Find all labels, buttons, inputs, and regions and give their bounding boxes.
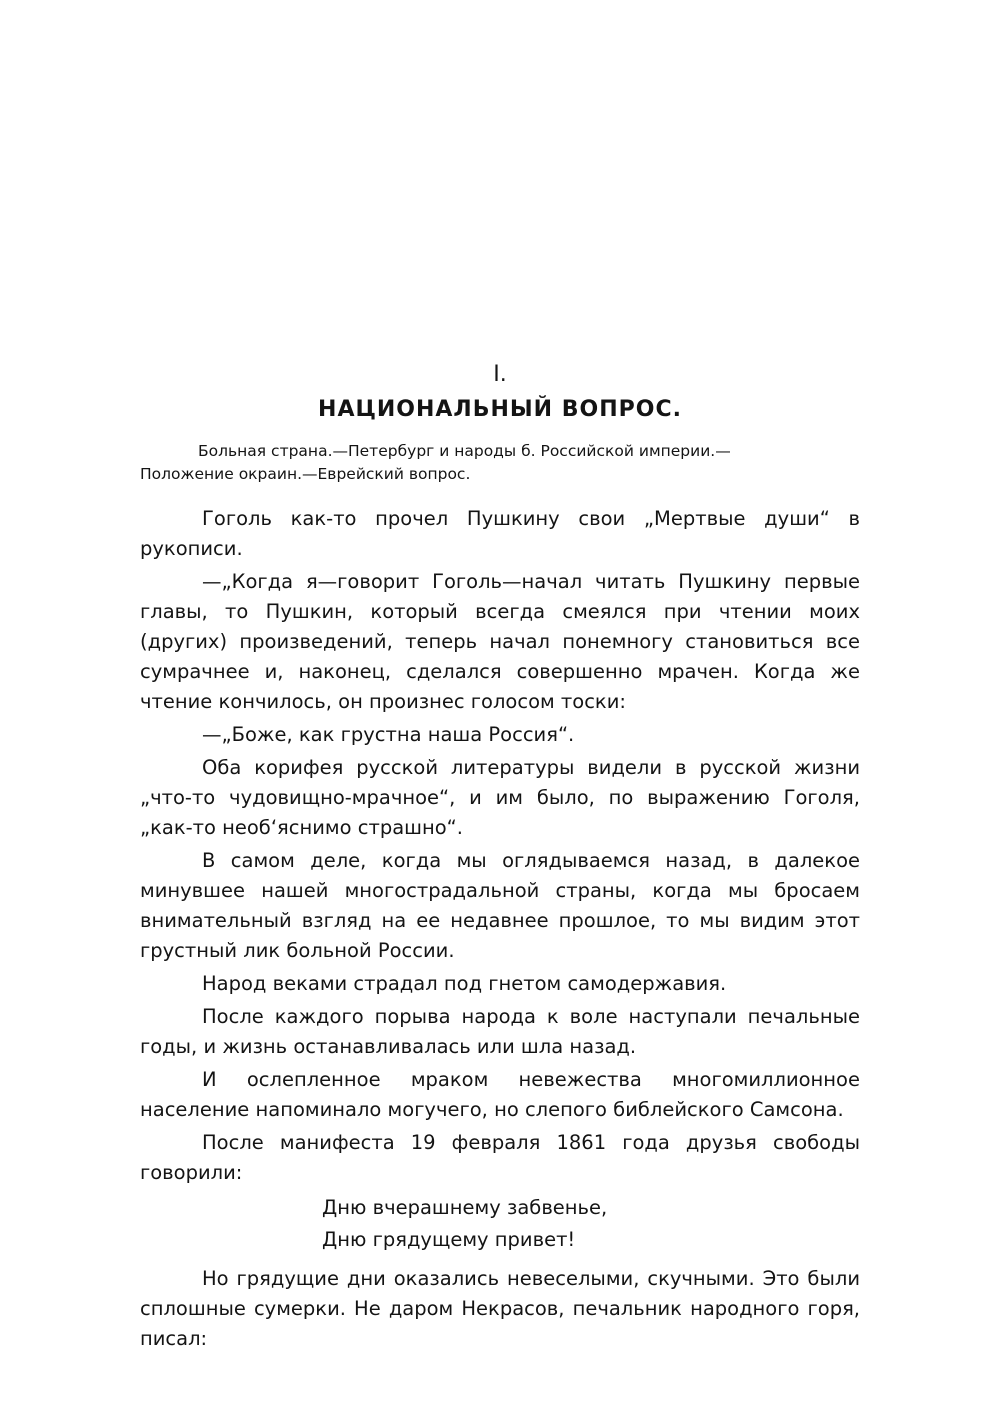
paragraph-7: После каждого порыва народа к воле наступали печальные годы, и жизнь останавливалась или шла назад. xyxy=(140,1005,860,1058)
paragraph-2: —„Когда я—говорит Гоголь—начал читать Пушкину первые главы, то Пушкин, который всегда смеялся при чтении моих (других) произведений, теперь начал понемногу становиться все сумрачнее и, наконец, сделался совершенно мрачен. Когда же чтение кончилось, он произнес голосом тоски: xyxy=(140,570,860,713)
paragraph-9: После манифеста 19 февраля 1861 года друзья свободы говорили: xyxy=(140,1131,860,1184)
chapter-title: НАЦИОНАЛЬНЫЙ ВОПРОС. xyxy=(318,397,682,422)
chapter-synopsis xyxy=(140,440,860,486)
synopsis-line-2: Положение окраин.—Еврейский вопрос. xyxy=(140,465,471,483)
paragraph-5: В самом деле, когда мы оглядываемся назад, в далекое минувшее нашей многострадальной страны, когда мы бросаем внимательный взгляд на ее недавнее прошлое, то мы видим этот грустный лик больной России. xyxy=(140,849,860,962)
body-text xyxy=(140,504,860,1354)
paragraph-1: Гоголь как-то прочел Пушкину свои „Мертвые души“ в рукописи. xyxy=(140,507,860,560)
paragraph-3: —„Боже, как грустна наша Россия“. xyxy=(202,723,575,746)
book-page xyxy=(140,360,860,1354)
chapter-number: I. xyxy=(493,362,507,387)
verse-quote xyxy=(140,1192,860,1256)
paragraph-4: Оба корифея русской литературы видели в русской жизни „что-то чудовищно-мрачное“, и им было, по выражению Гоголя, „как-то необ‘яснимо страшно“. xyxy=(140,756,860,839)
synopsis-line-1: Больная страна.—Петербург и народы б. Российской империи.— xyxy=(198,442,731,460)
verse-line-2: Дню грядущему привет! xyxy=(322,1228,576,1251)
paragraph-8: И ослепленное мраком невежества многомиллионное население напоминало могучего, но слепого библейского Самсона. xyxy=(140,1068,860,1121)
paragraph-closing: Но грядущие дни оказались невеселыми, скучными. Это были сплошные сумерки. Не даром Некрасов, печальник народного горя, писал: xyxy=(140,1267,860,1350)
paragraph-6: Народ веками страдал под гнетом самодержавия. xyxy=(202,972,727,995)
verse-line-1: Дню вчерашнему забвенье, xyxy=(322,1196,608,1219)
